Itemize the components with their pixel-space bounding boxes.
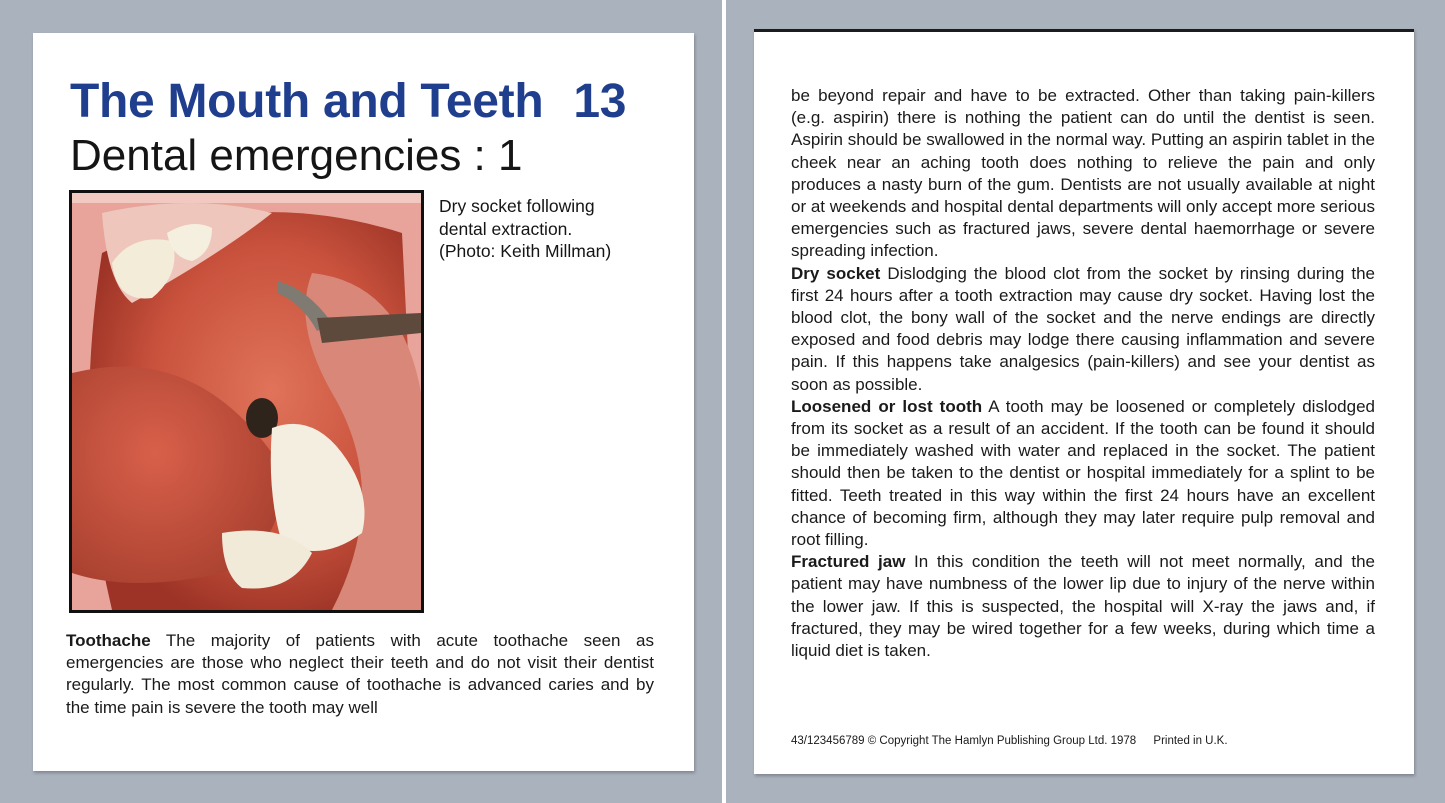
footer-printed: Printed in U.K. — [1153, 735, 1228, 747]
section-heading: Fractured jaw — [791, 552, 906, 572]
intro-paragraph: be beyond repair and have to be extracted. Other than taking pain-killers (e.g. aspirin) there is nothing the patient can do until the dentist is seen. Aspirin should be swallowed in the normal way. Putting an aspirin tablet in the cheek near an aching tooth does nothing to relieve the pain and only produces a nasty burn of the gum. Dentists are not usually available at night or at weekends and hospital dental departments will only accept more serious emergencies such as fractured jaws, severe dental haemorrhage or severe spreading infection. — [791, 86, 1375, 261]
toothache-text: The majority of patients with acute toothache seen as emergencies are those who neglect their teeth and do not visit their dentist regularly. The most common cause of toothache is advanced caries and by the time pain is severe the tooth may well — [66, 631, 654, 717]
dry-socket-photo — [69, 190, 424, 613]
section-heading: Loosened or lost tooth — [791, 396, 983, 416]
caption-line: (Photo: Keith Millman) — [439, 241, 612, 261]
card-number: 13 — [573, 75, 627, 128]
scan-divider — [722, 0, 726, 803]
card-front — [33, 33, 694, 771]
mouth-illustration — [72, 193, 421, 610]
toothache-paragraph — [66, 630, 654, 719]
section-text: Dislodging the blood clot from the socket by rinsing during the first 24 hours after a tooth extraction may cause dry socket. Having lost the blood clot, the bony wall of the socket and the nerve endings are directly exposed and food debris may lodge there causing inflammation and severe pain. If this happens take analgesics (pain-killers) and see your dentist as soon as possible. — [791, 263, 1375, 394]
card-title — [70, 75, 670, 129]
footer-copyright: © Copyright The Hamlyn Publishing Group Ltd. 1978 — [867, 735, 1137, 747]
card-subtitle: Dental emergencies : 1 — [70, 131, 523, 180]
toothache-heading: Toothache — [66, 631, 151, 650]
section-text: In this condition the teeth will not meet normally, and the patient may have numbness of the lower lip due to injury of the nerve within the lower jaw. If this is suspected, the hospital will X-ray the jaws and, if fractured, they may be wired together for a few weeks, during which time a liquid diet is taken. — [791, 552, 1375, 661]
section-dry-socket — [791, 263, 1375, 396]
section-fractured-jaw — [791, 551, 1375, 662]
photo-caption — [439, 195, 679, 263]
card-back — [754, 29, 1414, 774]
section-text: A tooth may be loosened or completely dislodged from its socket as a result of an accident. If the tooth can be found it should be immediately washed with water and replaced in the socket. The patient should then be taken to the dentist or hospital immediately for a splint to be fitted. Teeth treated in this way within the first 24 hours have an excellent chance of becoming firm, although they may later require pulp removal and root filling. — [791, 396, 1375, 550]
card-title-text: The Mouth and Teeth — [70, 75, 544, 128]
copyright-footer — [791, 735, 1391, 747]
caption-line: dental extraction. — [439, 218, 573, 239]
caption-line: Dry socket following — [439, 196, 595, 216]
section-heading: Dry socket — [791, 263, 881, 283]
section-loosened-tooth — [791, 396, 1375, 551]
footer-code: 43/123456789 — [791, 735, 865, 747]
back-body — [791, 85, 1375, 662]
